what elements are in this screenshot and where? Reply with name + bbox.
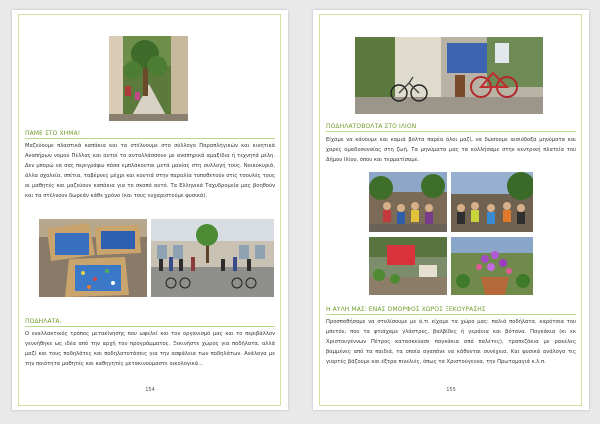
heading-rule [326, 131, 576, 132]
section-heading: Η ΑΥΛΗ ΜΑΣ: ΕΝΑΣ ΟΜΟΡΦΟΣ ΧΩΡΟΣ ΞΕΚΟΥΡΑΣΗΣ [326, 306, 486, 313]
section-paragraph: Μαζεύουμε πλαστικά καπάκια και τα στέλνουμε στο σύλλογο Παραπληγικών και κινητικά Αναπήρων νομού Πέλλας και αυτοί τα ανταλλάσσουν με αναπηρικά αμαξίδια ή τεχνητά μέλη. Δεν μπορώ να σας περιγράψω πόσα εμπλάκονται μετά μανίας στη συλλογή τους. Νοικοκυριά, άλλα σχολεία, σπίτια, ταβέρνες μέχρι και κουτιά στην παραλία τοποθετούν στις τσουλές τους οι μαθητές και μαζεύουν καπάκια για το σκοπό αυτό. Τα Ελληνικά Ταχυδρομεία μας βοηθούν και τα στέλνουν δωρεάν κάθε χρόνο (και τους ευχαριστούμε φυσικά). [25, 143, 275, 199]
section-heading: ΠΑΜΕ ΣΤΟ ΧΗΜΑ! [25, 130, 81, 137]
parked-bicycles-photo [355, 37, 543, 114]
collected-caps-photo [39, 219, 147, 297]
schoolyard-bikes-photo [151, 219, 274, 297]
bike-ride-crowd-photo [369, 172, 447, 232]
right-page [313, 10, 589, 410]
section-heading: ΠΟΔΗΛΑΤΑ. [25, 318, 62, 325]
section-heading: ΠΟΔΗΛΑΤΟΒΟΛΤΑ ΣΤΟ ΙΛΙΟΝ [326, 123, 417, 130]
section-paragraph: Προσπαθήσαμε να στολίσουμε με ό,τι είχαμε τα χώρο μας: παλιά ποδήλατα, καρότσια του μπετόν, που τα φτιάχαμε γλάστρες, βαλβίδες ή γεράνια και βότανα. Παγκάκια (κι εκ Χριστουγέννων Πέτρος κατασκεύασε παγκάκια από παλέτες), τραπεζάκια με ρακέλες βαμμένες από τα παιδιά, τα οποία αγαπάνε να κάθονται συνέχεια. Και φυσικά ανάλογα τις γιορτές βάζουμε και έξτρα πινελιές, όπως τα Χριστούγεννα, την Πρωτομαγιά κ.λ.π. [326, 319, 576, 365]
flower-pot-photo [451, 237, 533, 295]
left-page [12, 10, 288, 410]
section-paragraph: Ο εναλλακτικός τρόπος μετακίνησης που ωφελεί και τον οργανισμό μας και το περιβάλλον γεννήθηκε ως ιδέα από την αρχή του προγράμματος. Ξεκινήστε χώρος για ποδήλατα, αλλά μαζί και τους ποδηλάτες και ποδηλατοτάσεις για την ασφάλεια των ποδηλάτων. Ανάλογα με την ποιότητα μαθητές και καθηγητές μετακινούμαστε οικολογικά... [25, 331, 275, 367]
heading-rule [25, 138, 275, 139]
page-number: 155 [446, 387, 456, 393]
heading-rule [25, 326, 275, 327]
section-paragraph: Είχαμε να κάνουμε και καμιά βόλτα παρέα όλοι μαζί, να δώσουμε αισιόδοξα μηνύματα και χαρές ομαδοσυναίας στη ζωή. Τα μηνύματα μας τα κολλήσαμε στην κεντρική πλατεία του Δήμου Ιλίου, όπου και τερματίσαμε. [326, 137, 576, 163]
page-number: 154 [145, 387, 155, 393]
garden-tree-photo [109, 36, 188, 121]
cyclists-group-photo [451, 172, 533, 232]
courtyard-planter-photo [369, 237, 447, 295]
heading-rule [326, 314, 576, 315]
